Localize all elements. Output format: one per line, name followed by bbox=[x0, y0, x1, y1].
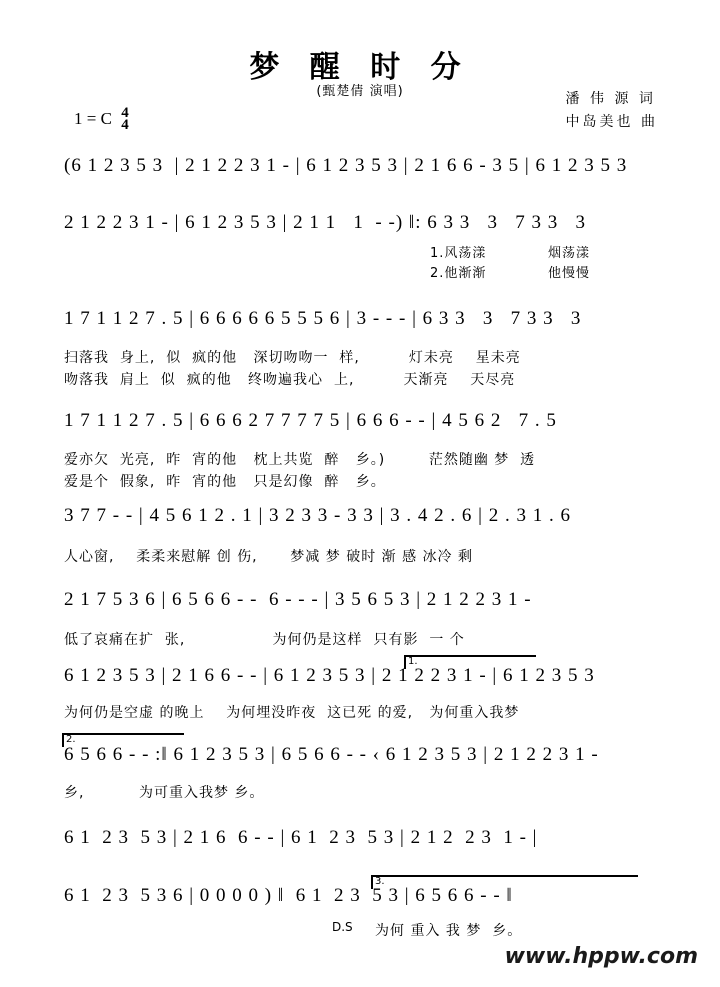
staff-line-music: 6 1 2 3 5 3 | 2 1 6 6 - - | 6 1 2 3 5 3 | 2 1 2 2 3 1 - | 6 1 2 3 5 3 bbox=[64, 665, 595, 686]
page-title: 梦 醒 时 分 bbox=[249, 50, 471, 85]
staff-line-lyrics-verse1: 为何 重入 我 梦 乡。 bbox=[375, 923, 523, 939]
staff-line-lyrics-verse1: 为何仍是空虚 的晚上 为何埋没昨夜 这已死 的爱, 为何重入我梦 bbox=[64, 705, 520, 721]
third-ending-bracket bbox=[371, 875, 638, 889]
staff-line-lyrics-verse2: 吻落我 肩上 似 疯的他 终吻遍我心 上, 天渐亮 天尽亮 bbox=[64, 372, 516, 388]
time-signature-denominator: 4 bbox=[121, 117, 129, 133]
staff-line-lyrics-verse1: 低了哀痛在扩 张, 为何仍是这样 只有影 一 个 bbox=[64, 632, 465, 648]
credit-composer: 中岛美也 曲 bbox=[565, 114, 658, 130]
staff-line-music: 6 1 2 3 5 3 6 | 0 0 0 0 ) ‖ 6 1 2 3 5 3 | 6 5 6 6 - - ‖ bbox=[64, 885, 513, 906]
time-signature-numerator: 4 bbox=[121, 105, 129, 121]
staff-line-lyrics-verse1: 乡, 为可重入我梦 乡。 bbox=[64, 785, 265, 801]
staff-line-music: 3 7 7 - - | 4 5 6 1 2 . 1 | 3 2 3 3 - 3 3 | 3 . 4 2 . 6 | 2 . 3 1 . 6 bbox=[64, 505, 571, 526]
key-signature-label: 1 = C bbox=[74, 108, 112, 128]
first-ending-label: 1. bbox=[408, 656, 418, 667]
page-subtitle: (甄楚倩 演唱) bbox=[316, 84, 404, 99]
staff-line-lyrics-verse1: 1.风荡漾 烟荡漾 bbox=[430, 246, 590, 261]
staff-line-music: 2 1 7 5 3 6 | 6 5 6 6 - - 6 - - - | 3 5 6 5 3 | 2 1 2 2 3 1 - bbox=[64, 589, 532, 610]
credits bbox=[566, 88, 658, 134]
staff-line-lyrics-verse2: 2.他渐渐 他慢慢 bbox=[430, 266, 590, 281]
staff-line-lyrics-verse1: 扫落我 身上, 似 疯的他 深切吻吻一 样, 灯未亮 星未亮 bbox=[64, 350, 521, 366]
staff-line-lyrics-verse1: 人心窗, 柔柔来慰解 创 伤, 梦减 梦 破时 渐 感 冰冷 剩 bbox=[64, 549, 474, 565]
key-signature bbox=[74, 105, 129, 133]
credit-lyricist: 潘 伟 源 词 bbox=[565, 91, 656, 107]
ds-mark: D.S bbox=[332, 920, 353, 934]
second-ending-bracket bbox=[62, 733, 184, 747]
staff-line-music: 6 5 6 6 - - :‖ 6 1 2 3 5 3 | 6 5 6 6 - - ‹ 6 1 2 3 5 3 | 2 1 2 2 3 1 - bbox=[64, 744, 599, 765]
third-ending-label: 3. bbox=[375, 876, 385, 887]
staff-line-music: (6 1 2 3 5 3 | 2 1 2 2 3 1 - | 6 1 2 3 5 3 | 2 1 6 6 - 3 5 | 6 1 2 3 5 3 bbox=[64, 155, 628, 176]
watermark: www.hppw.com bbox=[504, 944, 698, 969]
first-ending-bracket bbox=[404, 655, 536, 669]
staff-line-lyrics-verse1: 爱亦欠 光亮, 昨 宵的他 枕上共览 醉 乡。) 茫然随幽 梦 透 bbox=[64, 452, 536, 468]
time-signature bbox=[121, 107, 129, 131]
staff-line-music: 6 1 2 3 5 3 | 2 1 6 6 - - | 6 1 2 3 5 3 | 2 1 2 2 3 1 - | bbox=[64, 827, 538, 848]
staff-line-lyrics-verse2: 爱是个 假象, 昨 宵的他 只是幻像 醉 乡。 bbox=[64, 474, 386, 490]
second-ending-label: 2. bbox=[66, 734, 76, 745]
staff-line-music: 1 7 1 1 2 7 . 5 | 6 6 6 6 6 5 5 5 6 | 3 - - - | 6 3 3 3 7 3 3 3 bbox=[64, 308, 582, 329]
staff-line-music: 1 7 1 1 2 7 . 5 | 6 6 6 2 7 7 7 7 5 | 6 6 6 - - | 4 5 6 2 7 . 5 bbox=[64, 410, 557, 431]
staff-line-music: 2 1 2 2 3 1 - | 6 1 2 3 5 3 | 2 1 1 1 - -) ‖: 6 3 3 3 7 3 3 3 bbox=[64, 212, 587, 233]
